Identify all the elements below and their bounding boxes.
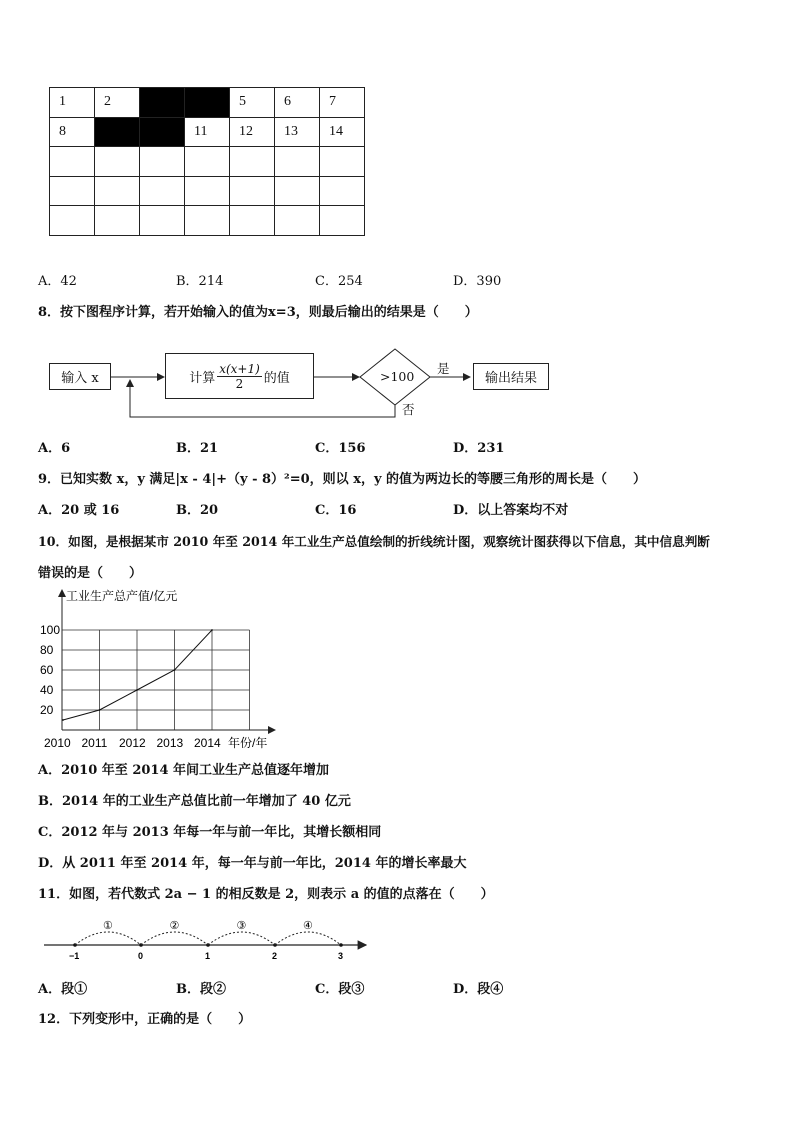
grid-cell: 7 xyxy=(320,88,365,118)
grid-cell: 2 xyxy=(95,88,140,118)
grid-cell-covered xyxy=(95,117,140,147)
grid-cell xyxy=(320,147,365,177)
flow-input-box xyxy=(49,363,111,390)
data-point xyxy=(211,629,213,631)
grid-row xyxy=(50,88,365,118)
q11-text: 11．如图，若代数式 2a − 1 的相反数是 2，则表示 a 的值的点落在（ ） xyxy=(38,887,494,902)
x-tick-label: 2010 xyxy=(44,736,71,750)
q9-option-c: C．16 xyxy=(315,503,357,518)
y-tick-label: 20 xyxy=(40,703,54,717)
grid-cell xyxy=(230,206,275,236)
grid-cell xyxy=(185,206,230,236)
x-axis-label: 年份/年 xyxy=(228,736,268,750)
q7-option-d: D．390 xyxy=(453,274,502,289)
x-tick-label: 2014 xyxy=(194,736,221,750)
grid-cell-covered xyxy=(140,117,185,147)
segment-label: ② xyxy=(169,920,180,932)
number-line-tick-label: −1 xyxy=(69,951,80,961)
segment-label: ④ xyxy=(303,920,313,932)
data-point xyxy=(62,719,64,721)
grid-cell xyxy=(95,147,140,177)
number-line-tick-label: 3 xyxy=(338,951,344,961)
number-line-segments xyxy=(75,920,341,945)
y-tick-label: 60 xyxy=(40,663,54,677)
grid-cell xyxy=(185,176,230,206)
flow-input-label: 输入 x xyxy=(61,371,99,386)
number-line-tick-label: 1 xyxy=(205,951,211,961)
q10-option-c: C．2012 年与 2013 年每一年与前一年比，其增长额相同 xyxy=(38,825,382,840)
flow-output-label: 输出结果 xyxy=(484,371,537,386)
fraction-numerator: x(x+1) xyxy=(219,361,260,376)
grid-cell: 1 xyxy=(50,88,95,118)
number-line-ticks xyxy=(69,943,343,961)
grid-cell xyxy=(50,206,95,236)
grid-cell: 14 xyxy=(320,117,365,147)
grid-cell: 8 xyxy=(50,117,95,147)
flow-calc-box xyxy=(165,353,314,399)
grid-cell xyxy=(275,147,320,177)
number-line xyxy=(40,912,370,962)
q9-text: 9．已知实数 x，y 满足|x - 4|+（y - 8）²=0，则以 x，y 的值为两边长的等腰三角形的周长是（ ） xyxy=(38,472,647,487)
flow-calc-suffix: 的值 xyxy=(263,370,290,386)
q8-option-c: C．156 xyxy=(315,441,366,456)
q11-option-c: C．段③ xyxy=(315,982,365,997)
flow-calc-prefix: 计算 xyxy=(189,370,216,386)
flow-yes-label: 是 xyxy=(437,361,450,376)
q11-option-d: D．段④ xyxy=(453,982,504,997)
q9-option-b: B．20 xyxy=(176,503,219,518)
q9-option-d: D．以上答案均不对 xyxy=(453,503,569,518)
grid-cell xyxy=(230,147,275,177)
y-tick-labels xyxy=(40,623,60,717)
q7-option-b: B．214 xyxy=(176,274,224,289)
x-tick-labels xyxy=(44,736,221,750)
q8-option-b: B．21 xyxy=(176,441,219,456)
q10-text-line1: 10．如图，是根据某市 2010 年至 2014 年工业生产总值绘制的折线统计图，观察统计图获得以下信息，其中信息判断 xyxy=(38,534,710,549)
q10-option-b: B．2014 年的工业生产总值比前一年增加了 40 亿元 xyxy=(38,794,351,809)
flow-calc-fraction xyxy=(217,362,262,391)
segment-arc xyxy=(208,932,275,945)
q8-text: 8．按下图程序计算，若开始输入的值为x=3，则最后输出的结果是（ ） xyxy=(38,305,478,320)
data-series xyxy=(62,629,213,721)
grid-cell xyxy=(275,206,320,236)
grid-cell xyxy=(320,206,365,236)
grid-cell xyxy=(95,206,140,236)
q11-option-a: A．段① xyxy=(38,982,88,997)
grid-row xyxy=(50,117,365,147)
q9-option-a: A．20 或 16 xyxy=(38,503,120,518)
y-tick-label: 40 xyxy=(40,683,54,697)
number-line-tick-label: 0 xyxy=(138,951,144,961)
segment-arc xyxy=(141,932,208,945)
grid-cell xyxy=(140,176,185,206)
x-tick-label: 2012 xyxy=(119,736,146,750)
q10-text-line2: 错误的是（ ） xyxy=(38,566,143,581)
number-line-tick-label: 2 xyxy=(272,951,278,961)
grid-row xyxy=(50,147,365,177)
data-point xyxy=(99,709,101,711)
segment-arc xyxy=(275,932,341,945)
grid-row xyxy=(50,176,365,206)
grid-cell xyxy=(230,176,275,206)
data-point xyxy=(174,669,176,671)
grid-cell xyxy=(185,147,230,177)
segment-label: ③ xyxy=(236,920,247,932)
grid-cell xyxy=(140,206,185,236)
number-grid xyxy=(49,87,365,236)
q11-option-b: B．段② xyxy=(176,982,226,997)
grid-cell xyxy=(50,147,95,177)
x-tick-label: 2011 xyxy=(81,736,108,750)
y-axis-label: 工业生产总产值/亿元 xyxy=(66,589,178,603)
grid-cell xyxy=(140,147,185,177)
grid-cell xyxy=(275,176,320,206)
q10-option-a: A．2010 年至 2014 年间工业生产总值逐年增加 xyxy=(38,763,330,778)
flow-no-label: 否 xyxy=(402,402,415,417)
grid-cell: 12 xyxy=(230,117,275,147)
flow-condition: >100 xyxy=(380,369,415,384)
grid-cell xyxy=(320,176,365,206)
grid-cell-covered xyxy=(140,88,185,118)
grid-cell: 5 xyxy=(230,88,275,118)
line-chart xyxy=(40,586,280,752)
x-tick-label: 2013 xyxy=(156,736,184,750)
flow-output-box xyxy=(473,363,549,390)
grid-row xyxy=(50,206,365,236)
grid-cell: 13 xyxy=(275,117,320,147)
q7-option-c: C．254 xyxy=(315,274,363,289)
q12-text: 12．下列变形中，正确的是（ ） xyxy=(38,1012,252,1027)
grid-cell-covered xyxy=(185,88,230,118)
q8-option-a: A．6 xyxy=(38,441,71,456)
segment-label: ① xyxy=(103,920,113,932)
grid-cell xyxy=(50,176,95,206)
y-tick-label: 100 xyxy=(40,623,61,637)
q8-option-d: D．231 xyxy=(453,441,505,456)
data-point xyxy=(136,689,138,691)
segment-arc xyxy=(75,932,141,945)
fraction-denominator: 2 xyxy=(235,376,244,391)
grid-cell: 6 xyxy=(275,88,320,118)
q10-option-d: D．从 2011 年至 2014 年，每一年与前一年比，2014 年的增长率最大 xyxy=(38,856,467,871)
grid-cell: 11 xyxy=(185,117,230,147)
grid-cell xyxy=(95,176,140,206)
q7-option-a: A．42 xyxy=(38,274,77,289)
series-line xyxy=(63,630,212,720)
y-tick-label: 80 xyxy=(40,643,54,657)
